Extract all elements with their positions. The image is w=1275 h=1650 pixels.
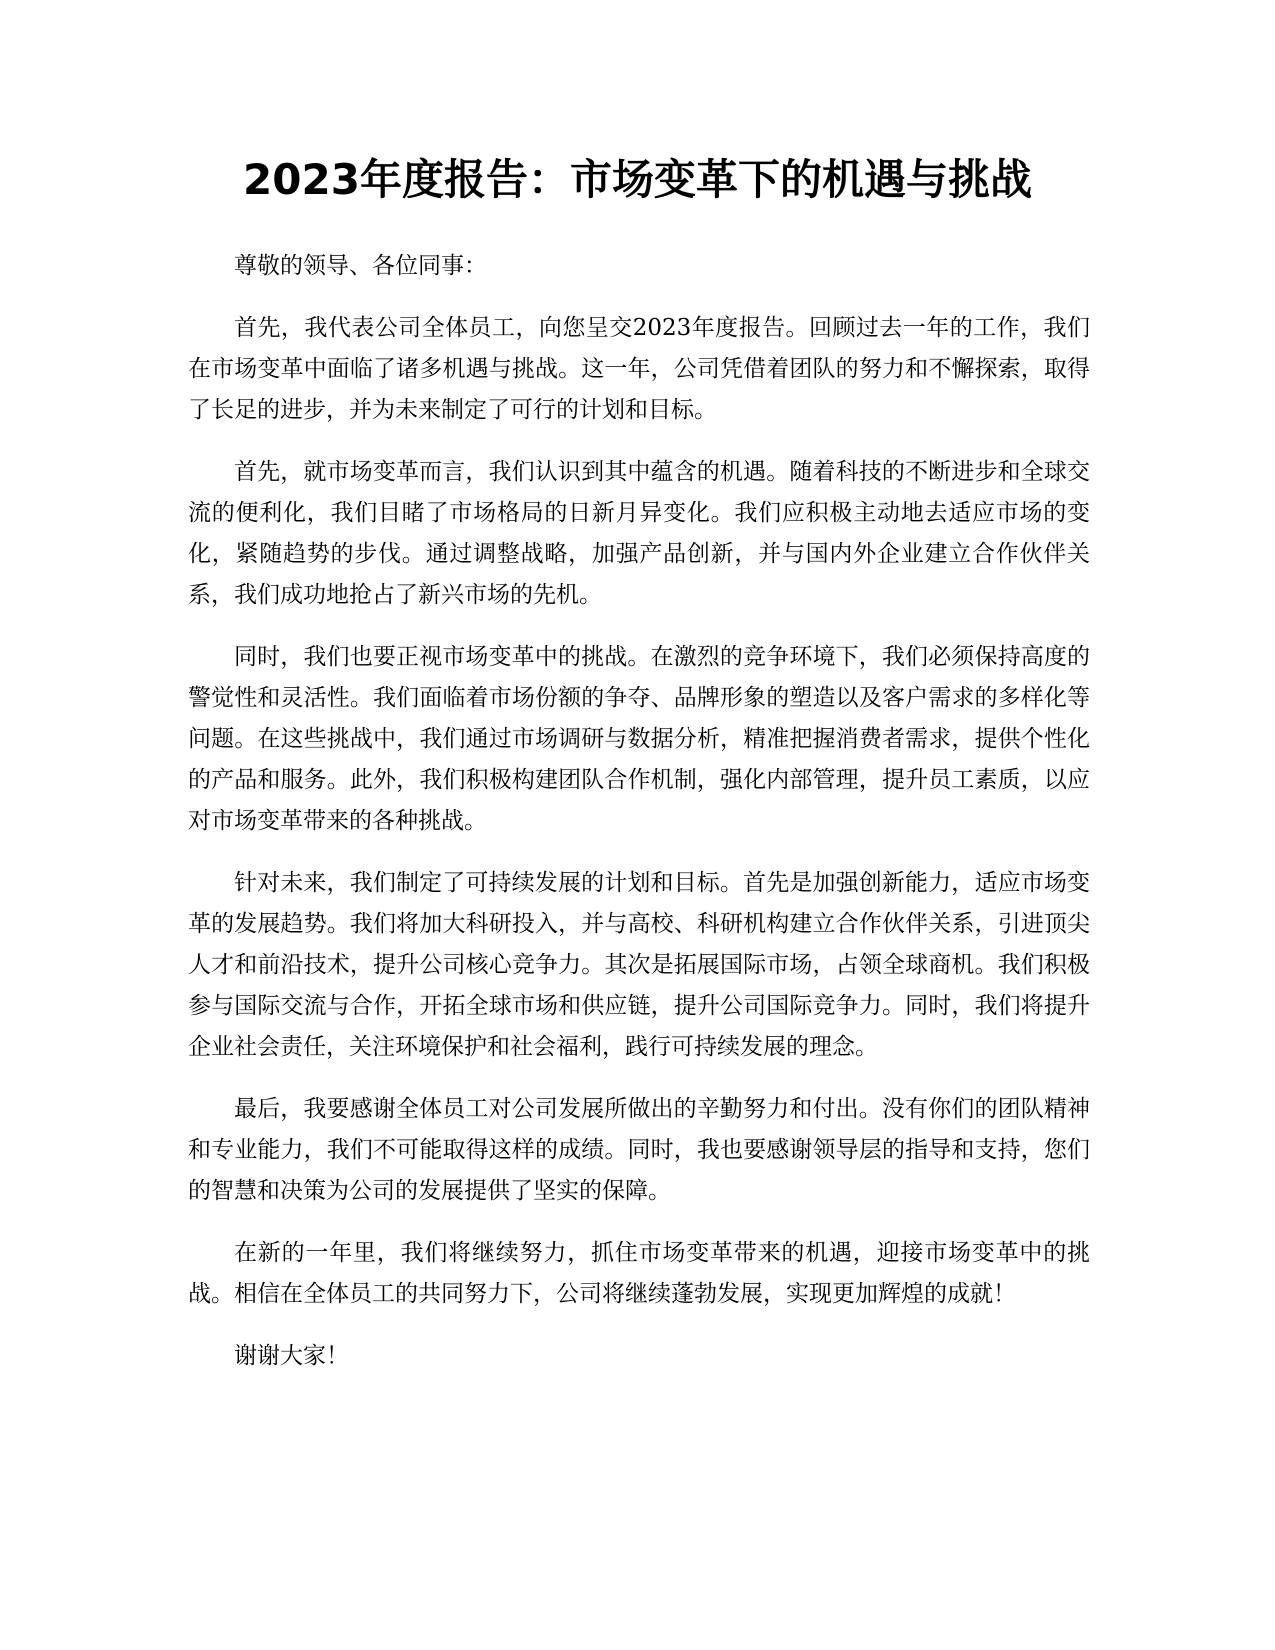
closing: 谢谢大家！ [234, 1343, 349, 1369]
salutation: 尊敬的领导、各位同事： [234, 253, 487, 279]
paragraph-challenges: 同时，我们也要正视市场变革中的挑战。在激烈的竞争环境下，我们必须保持高度的警觉性和灵活性。我们面临着市场份额的争夺、品牌形象的塑造以及客户需求的多样化等问题。在这些挑战中，我们通过市场调研与数据分析，精准把握消费者需求，提供个性化的产品和服务。此外，我们积极构建团队合作机制，强化内部管理，提升员工素质，以应对市场变革带来的各种挑战。 [188, 644, 1090, 834]
paragraph-intro: 首先，我代表公司全体员工，向您呈交2023年度报告。回顾过去一年的工作，我们在市场变革中面临了诸多机遇与挑战。这一年，公司凭借着团队的努力和不懈探索，取得了长足的进步，并为未来制定了可行的计划和目标。 [188, 315, 1090, 423]
paragraph-opportunities: 首先，就市场变革而言，我们认识到其中蕴含的机遇。随着科技的不断进步和全球交流的便利化，我们目睹了市场格局的日新月异变化。我们应积极主动地去适应市场的变化，紧随趋势的步伐。通过调整战略，加强产品创新，并与国内外企业建立合作伙伴关系，我们成功地抢占了新兴市场的先机。 [188, 459, 1090, 608]
paragraph-future-plans: 针对未来，我们制定了可持续发展的计划和目标。首先是加强创新能力，适应市场变革的发展趋势。我们将加大科研投入，并与高校、科研机构建立合作伙伴关系，引进顶尖人才和前沿技术，提升公司核心竞争力。其次是拓展国际市场，占领全球商机。我们积极参与国际交流与合作，开拓全球市场和供应链，提升公司国际竞争力。同时，我们将提升企业社会责任，关注环境保护和社会福利，践行可持续发展的理念。 [188, 870, 1090, 1060]
paragraph-thanks: 最后，我要感谢全体员工对公司发展所做出的辛勤努力和付出。没有你们的团队精神和专业能力，我们不可能取得这样的成绩。同时，我也要感谢领导层的指导和支持，您们的智慧和决策为公司的发展提供了坚实的保障。 [188, 1096, 1090, 1204]
document-body [188, 246, 1090, 1398]
paragraph-outlook: 在新的一年里，我们将继续努力，抓住市场变革带来的机遇，迎接市场变革中的挑战。相信在全体员工的共同努力下，公司将继续蓬勃发展，实现更加辉煌的成就！ [188, 1240, 1090, 1307]
document-title: 2023年度报告：市场变革下的机遇与挑战 [243, 155, 1032, 204]
